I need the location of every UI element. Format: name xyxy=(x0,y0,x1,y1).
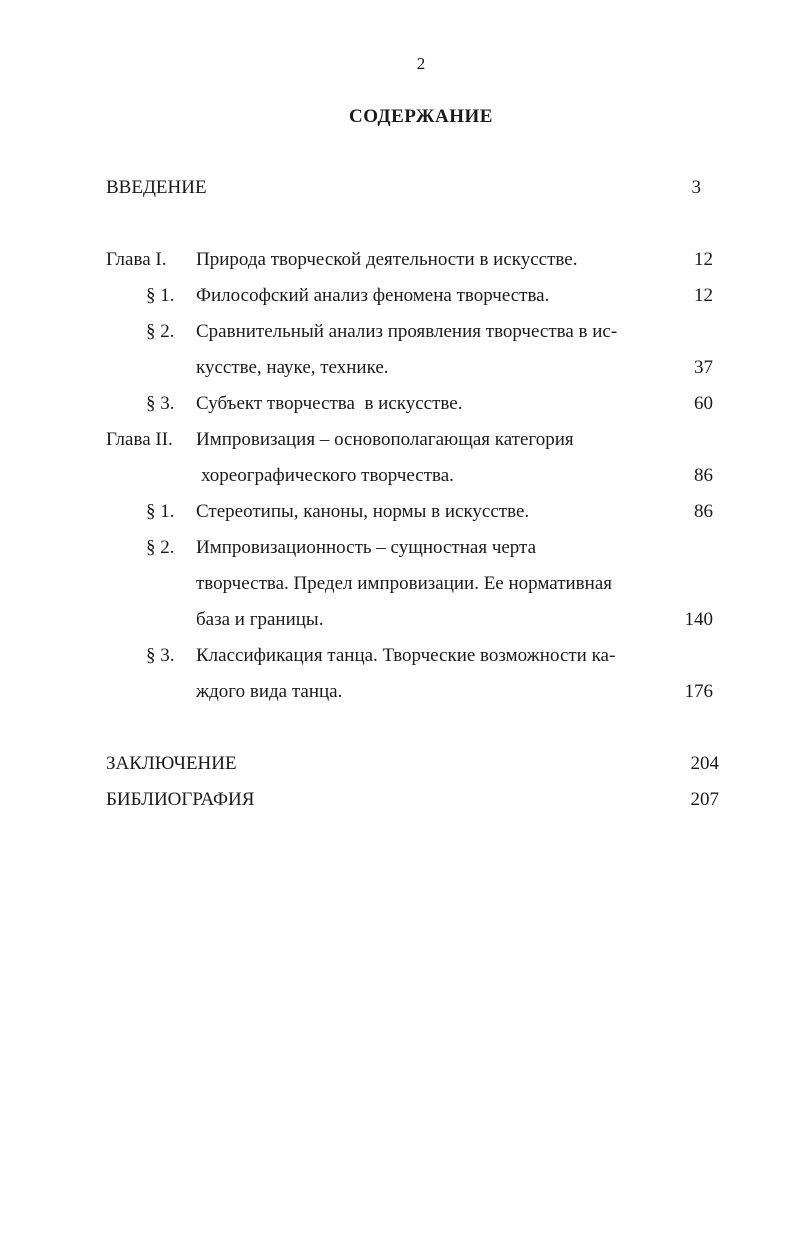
toc-chapter2-label: Глава II. xyxy=(106,429,173,450)
toc-ch1-s3-page: 60 xyxy=(694,393,713,414)
toc-ch2-s2-line3: база и границы. xyxy=(196,609,324,630)
toc-chapter1-title: Природа творческой деятельности в искусстве. xyxy=(196,249,578,270)
toc-ch1-s1-page: 12 xyxy=(694,285,713,306)
toc-ch1-s1-num: § 1. xyxy=(146,285,175,306)
toc-chapter2-title-line1: Импровизация – основополагающая категория xyxy=(196,429,574,450)
toc-ch2-s2-line2: творчества. Предел импровизации. Ее нормативная xyxy=(196,573,612,594)
toc-bibliography-page: 207 xyxy=(690,789,719,810)
toc-ch2-s1-num: § 1. xyxy=(146,501,175,522)
toc-conclusion-label: ЗАКЛЮЧЕНИЕ xyxy=(106,753,237,774)
toc-intro-page: 3 xyxy=(691,177,701,198)
toc-ch1-s3-text: Субъект творчества в искусстве. xyxy=(196,393,463,414)
toc-ch1-s1-text: Философский анализ феномена творчества. xyxy=(196,285,550,306)
toc-chapter2-title-line2: хореографического творчества. xyxy=(201,465,454,486)
toc-bibliography-label: БИБЛИОГРАФИЯ xyxy=(106,789,255,810)
toc-ch1-s2-line1: Сравнительный анализ проявления творчества в ис- xyxy=(196,321,618,342)
toc-ch2-s2-line1: Импровизационность – сущностная черта xyxy=(196,537,537,558)
toc-ch2-s3-page: 176 xyxy=(684,681,713,702)
toc-chapter2-page: 86 xyxy=(694,465,713,486)
toc-ch2-s1-text: Стереотипы, каноны, нормы в искусстве. xyxy=(196,501,530,522)
toc-ch2-s2-num: § 2. xyxy=(146,537,175,558)
toc-chapter1-label: Глава I. xyxy=(106,249,167,270)
toc-intro-label: ВВЕДЕНИЕ xyxy=(106,177,207,198)
toc-ch2-s3-line2: ждого вида танца. xyxy=(196,681,343,702)
toc-ch2-s2-page: 140 xyxy=(684,609,713,630)
toc-ch2-s3-line1: Классификация танца. Творческие возможности ка- xyxy=(196,645,616,666)
toc-ch1-s2-line2: кусстве, науке, технике. xyxy=(196,357,389,378)
toc-conclusion-page: 204 xyxy=(690,753,719,774)
toc-ch1-s3-num: § 3. xyxy=(146,393,175,414)
toc-ch2-s3-num: § 3. xyxy=(146,645,175,666)
page-number: 2 xyxy=(416,54,426,73)
toc-ch1-s2-num: § 2. xyxy=(146,321,175,342)
toc-chapter1-page: 12 xyxy=(694,249,713,270)
toc-ch1-s2-page: 37 xyxy=(694,357,713,378)
page-title: СОДЕРЖАНИЕ xyxy=(349,106,493,127)
toc-ch2-s1-page: 86 xyxy=(694,501,713,522)
